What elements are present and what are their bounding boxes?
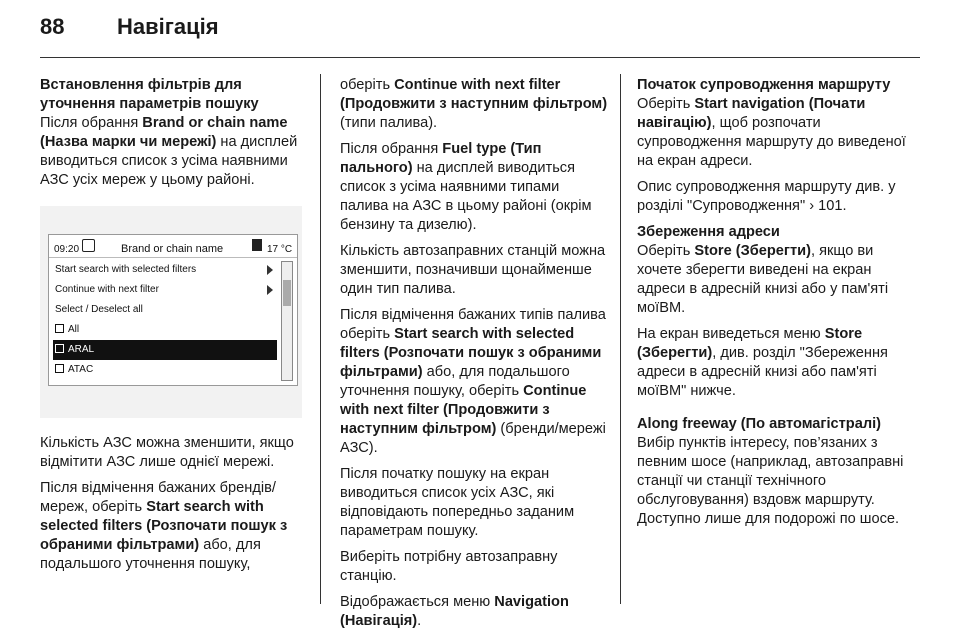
paragraph: Виберіть потрібну автозаправну станцію. <box>340 549 558 584</box>
section-heading-start-guidance: Початок супроводження маршруту <box>637 77 891 93</box>
paragraph: Кількість АЗС можна зменшити, якщо відмітити АЗС лише однієї мережі. <box>40 435 294 470</box>
menu-item-all: All <box>53 320 277 340</box>
chevron-right-icon <box>267 265 273 275</box>
paragraph: Після відмічення бажаних брендів/ мереж, оберіть Start search with selected filters (Розпочати пошук з обраними фільтрами) або, для подальшого уточнення пошуку, <box>40 480 288 572</box>
paragraph: Вибір пунктів інтересу, пов’язаних з певним шосе (наприклад, автозаправні станції чи станції технічного обслуговування) вздовж маршруту. Доступно лише для подорожі по шосе. <box>637 435 904 527</box>
menu-item-select-all: Select / Deselect all <box>55 304 143 315</box>
page-title: Навігація <box>117 14 219 39</box>
page-number: 88 <box>40 14 65 39</box>
column-divider-1 <box>320 74 321 604</box>
scrollbar <box>281 261 293 381</box>
chevron-right-icon <box>267 285 273 295</box>
paragraph: Оберіть Store (Зберегти), якщо ви хочете зберегти виведені на екран адреси в адресній книзі або у пам'яті моїВМ. <box>637 243 889 316</box>
section-heading-filters: Встановлення фільтрів для уточнення параметрів пошуку <box>40 77 259 112</box>
fuel-icon <box>252 239 262 251</box>
checkbox-checked-icon <box>55 344 64 353</box>
arrow-ref-icon: › <box>809 198 815 214</box>
temperature: 17 °C <box>267 244 293 255</box>
paragraph: Кількість автозаправних станцій можна зменшити, позначивши щонайменше один тип палива. <box>340 243 606 297</box>
column-2 <box>340 76 608 638</box>
header-rule <box>40 57 920 58</box>
screen-menu-list <box>53 260 277 380</box>
paragraph: оберіть Continue with next filter (Продовжити з наступним фільтром) (типи палива). <box>340 77 608 131</box>
screen-header <box>49 235 297 258</box>
section-heading-store-address: Збереження адреси <box>637 224 780 240</box>
screen-title: Brand or chain name <box>121 243 224 255</box>
infotainment-screen <box>48 234 298 386</box>
column-3 <box>637 76 909 536</box>
paragraph: Відображається меню Navigation (Навігація). <box>340 594 569 629</box>
clock: 09:20 <box>54 244 80 255</box>
paragraph: Після обрання Brand or chain name (Назва марки чи мережі) на дисплей виводиться список з усіма наявними АЗС усіх мереж у цьому районі. <box>40 115 298 188</box>
paragraph: Після початку пошуку на екран виводиться список усіх АЗС, які відповідають попередньо заданим параметрам пошуку. <box>340 466 575 539</box>
column-1 <box>40 76 308 581</box>
paragraph: На екран виведеться меню Store (Зберегти), див. розділ "Збереження адреси в адресній книзі або пам'яті моїВМ" нижче. <box>637 326 888 399</box>
checkbox-icon <box>55 364 64 373</box>
menu-item-continue: Continue with next filter <box>53 280 277 300</box>
column-divider-2 <box>620 74 621 604</box>
paragraph: Після обрання Fuel type (Тип пального) на дисплей виводиться список з усіма наявними типами палива на АЗС в цьому районі (окрім бензину та дизелю). <box>340 141 592 233</box>
scrollbar-thumb <box>283 280 291 306</box>
menu-item-aral: ARAL <box>53 340 277 360</box>
paragraph: Оберіть Start navigation (Почати навігацію), щоб розпочати супроводження маршруту до виведеної на екран адреси. <box>637 96 906 169</box>
paragraph: Після відмічення бажаних типів палива оберіть Start search with selected filters (Розпочати пошук з обраними фільтрами) або, для подальшого уточнення пошуку, оберіть Continue with next filter (Продовжити з наступним фільтром) (бренди/мережі АЗС). <box>340 307 606 456</box>
menu-item-atac: ATAC <box>53 360 277 380</box>
screen-figure <box>40 206 302 418</box>
back-icon <box>82 239 95 252</box>
menu-item-start-search: Start search with selected filters <box>53 260 277 280</box>
paragraph: Опис супроводження маршруту див. у розділі "Супроводження" › 101. <box>637 179 896 214</box>
section-heading-along-freeway: Along freeway (По автомагістралі) <box>637 416 882 432</box>
checkbox-icon <box>55 324 64 333</box>
